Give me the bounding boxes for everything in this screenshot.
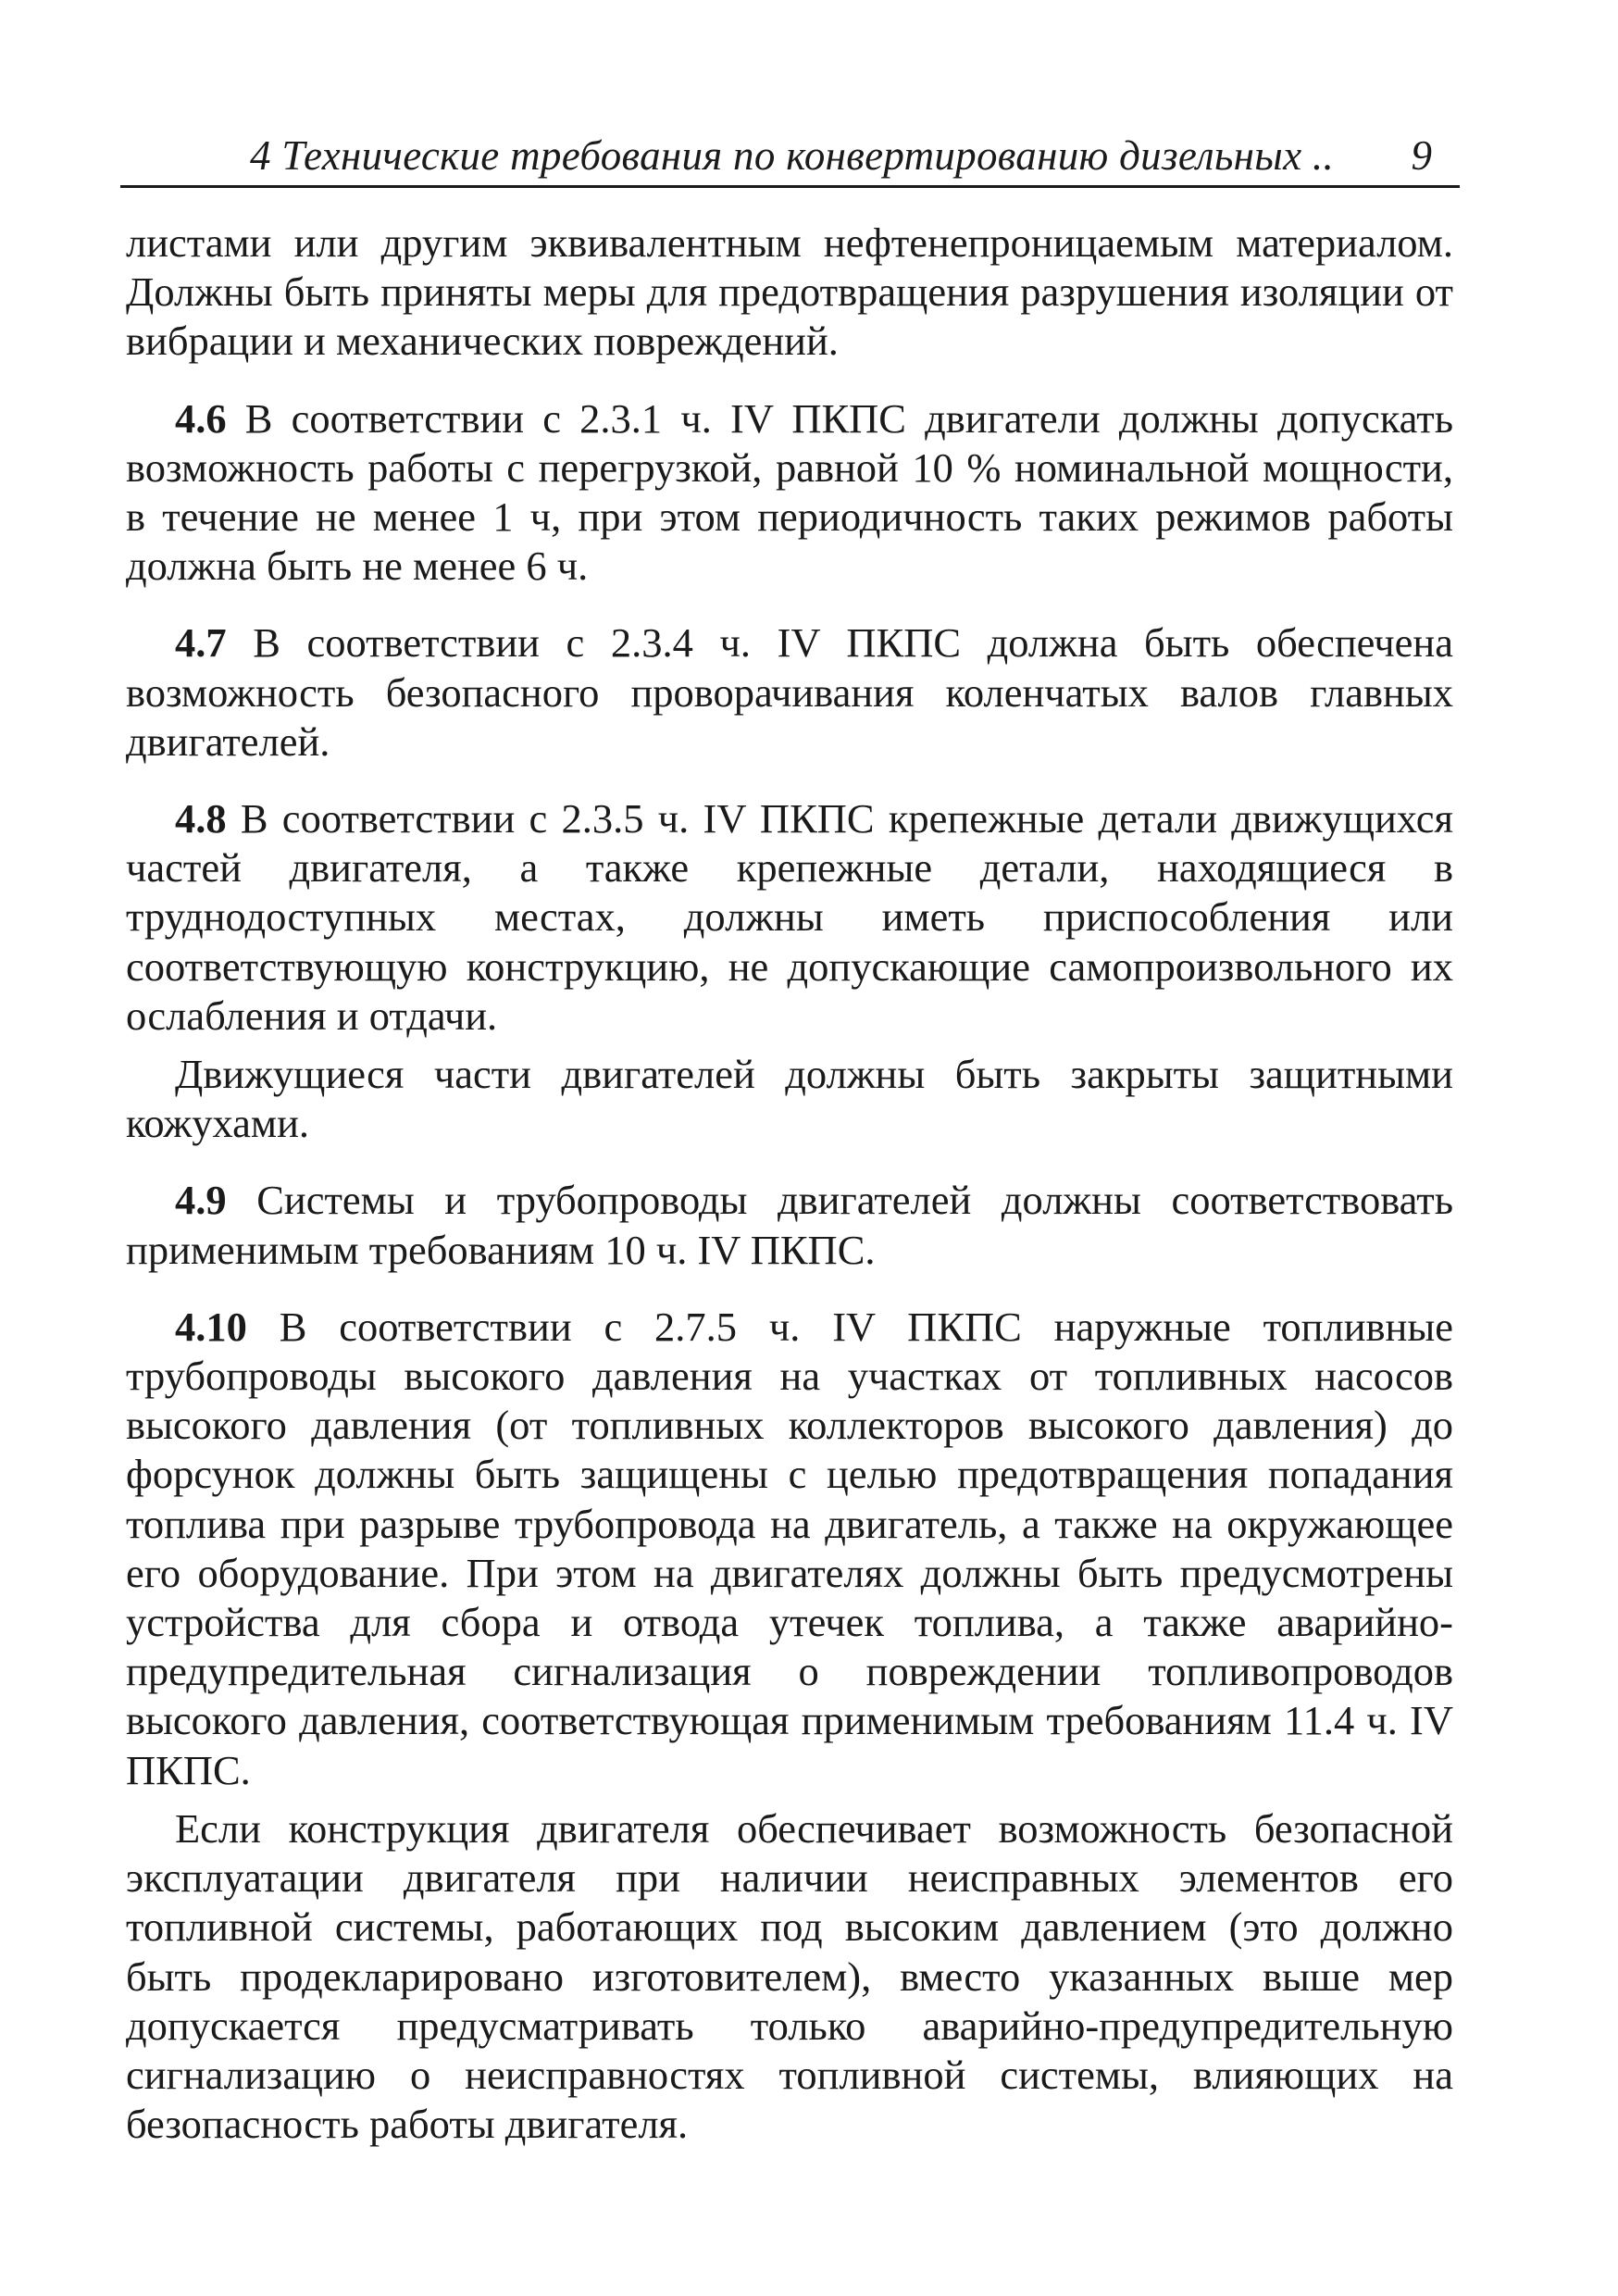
paragraph-alternative <box>126 1804 1453 2149</box>
paragraph-text: В соответствии с 2.3.1 ч. IV ПКПС двигатели должны допускать возможность работы с перегрузкой, равной 10 % номинальной мощности, в течение не менее 1 ч, при этом периодичность таких режимов работы должна быть не менее 6 ч. <box>126 394 1453 590</box>
page-number: 9 <box>1411 132 1432 179</box>
clause-number: 4.8 <box>175 795 227 842</box>
paragraph-text: В соответствии с 2.7.5 ч. IV ПКПС наружные топливные трубопроводы высокого давления на участках от топливных насосов высокого давления (от топливных коллекторов высокого давления) до форсунок должны быть защищены с целью предотвращения попадания топлива при разрыве трубопровода на двигатель, а также на окружающее его оборудование. При этом на двигателях должны быть предусмотрены устройства для сбора и отвода утечек топлива, а также аварийно-предупредительная сигнализация о повреждении топливопроводов высокого давления, соответствующая применимым требованиям 11.4 ч. IV ПКПС. <box>126 1303 1453 1793</box>
running-header <box>120 130 1460 188</box>
paragraph-4-9 <box>126 1176 1453 1274</box>
paragraph-text: листами или другим эквивалентным нефтенепроницаемым материалом. Должны быть приняты меры для предотвращения разрушения изоляции от вибрации и механических повреждений. <box>126 219 1453 365</box>
clause-number: 4.6 <box>175 394 227 442</box>
paragraph-text: Системы и трубопроводы двигателей должны соответствовать применимым требованиям 10 ч. IV ПКПС. <box>126 1177 1453 1273</box>
paragraph-4-6 <box>126 394 1453 592</box>
clause-number: 4.9 <box>175 1177 227 1224</box>
clause-number: 4.10 <box>175 1303 247 1350</box>
paragraph-4-7 <box>126 618 1453 767</box>
paragraph-text: Движущиеся части двигателей должны быть закрыты защитными кожухами. <box>126 1051 1453 1147</box>
paragraph-text: Если конструкция двигателя обеспечивает возможность безопасной эксплуатации двигателя при наличии неисправных элементов его топливной системы, работающих под высоким давлением (это должно быть продекларировано изготовителем), вместо указанных выше мер допускается предусматривать только аварийно-предупредительную сигнализацию о неисправностях топливной системы, влияющих на безопасность работы двигателя. <box>126 1804 1453 2148</box>
body-text <box>126 218 1453 2149</box>
paragraph-continuation <box>126 218 1453 367</box>
clause-number: 4.7 <box>175 619 227 667</box>
paragraph-4-10 <box>126 1303 1453 1795</box>
paragraph-text: В соответствии с 2.3.5 ч. IV ПКПС крепежные детали движущихся частей двигателя, а также крепежные детали, находящиеся в труднодоступных местах, должны иметь приспособления или соответствующую конструкцию, не допускающие самопроизвольного их ослабления и отдачи. <box>126 795 1453 1039</box>
paragraph-guards <box>126 1050 1453 1148</box>
paragraph-text: В соответствии с 2.3.4 ч. IV ПКПС должна быть обеспечена возможность безопасного проворачивания коленчатых валов главных двигателей. <box>126 619 1453 765</box>
paragraph-4-8 <box>126 794 1453 1041</box>
running-header-title: 4 Технические требования по конвертированию дизельных .. <box>250 132 1335 179</box>
